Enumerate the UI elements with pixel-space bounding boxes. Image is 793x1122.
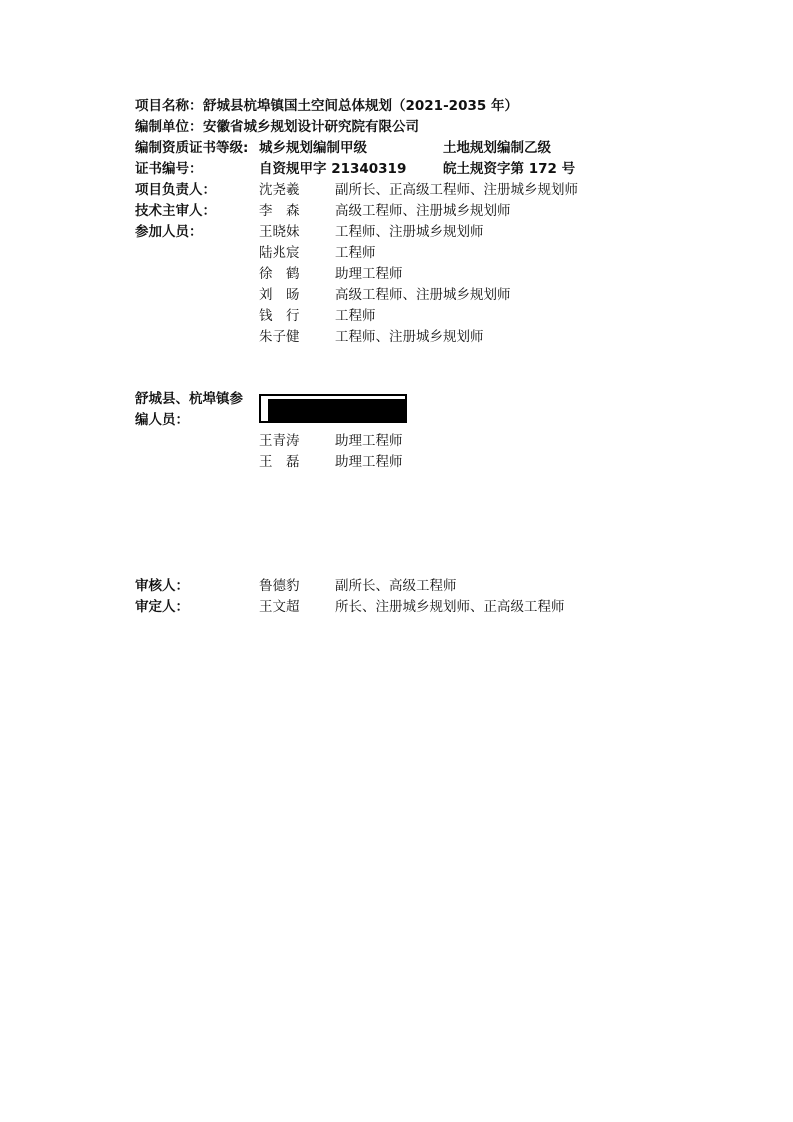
approver-label: 审定人： bbox=[135, 599, 189, 615]
certificate-number-2: 皖土规资字第 172 号 bbox=[443, 161, 576, 177]
participant-name: 刘 旸 bbox=[259, 287, 300, 303]
certificate-number-1: 自资规甲字 21340319 bbox=[259, 161, 407, 177]
participant-title: 高级工程师、注册城乡规划师 bbox=[335, 287, 511, 303]
local-participants-label-line1: 舒城县、杭埠镇参 bbox=[135, 391, 243, 407]
participant-title: 工程师 bbox=[335, 245, 376, 261]
participant-title: 工程师、注册城乡规划师 bbox=[335, 329, 484, 345]
local-participants-label-line2: 编人员： bbox=[135, 412, 189, 428]
reviewer-label: 审核人： bbox=[135, 578, 189, 594]
local-participant-title: 助理工程师 bbox=[335, 454, 403, 470]
technical-reviewer-label: 技术主审人： bbox=[135, 203, 216, 219]
project-leader-title: 副所长、正高级工程师、注册城乡规划师 bbox=[335, 182, 578, 198]
participants-label: 参加人员： bbox=[135, 224, 203, 240]
compiling-unit-label: 编制单位： bbox=[135, 119, 203, 135]
local-participant-name: 王 磊 bbox=[259, 454, 300, 470]
qualification-value-urban: 城乡规划编制甲级 bbox=[259, 140, 367, 156]
local-participant-name: 王青涛 bbox=[259, 433, 300, 449]
reviewer-title: 副所长、高级工程师 bbox=[335, 578, 457, 594]
project-leader-name: 沈尧羲 bbox=[259, 182, 300, 198]
compiling-unit-value: 安徽省城乡规划设计研究院有限公司 bbox=[203, 119, 419, 135]
participant-name: 朱子健 bbox=[259, 329, 300, 345]
participant-title: 工程师、注册城乡规划师 bbox=[335, 224, 484, 240]
approver-title: 所长、注册城乡规划师、正高级工程师 bbox=[335, 599, 565, 615]
participant-name: 钱 行 bbox=[259, 308, 300, 324]
technical-reviewer-name: 李 森 bbox=[259, 203, 300, 219]
participant-name: 徐 鹤 bbox=[259, 266, 300, 282]
project-name-label: 项目名称： bbox=[135, 98, 203, 114]
redaction-fill bbox=[268, 399, 405, 421]
approver-name: 王文超 bbox=[259, 599, 300, 615]
participant-title: 助理工程师 bbox=[335, 266, 403, 282]
qualification-value-land: 土地规划编制乙级 bbox=[443, 140, 551, 156]
participant-name: 陆兆宸 bbox=[259, 245, 300, 261]
participant-name: 王晓妹 bbox=[259, 224, 300, 240]
participant-title: 工程师 bbox=[335, 308, 376, 324]
reviewer-name: 鲁德豹 bbox=[259, 578, 300, 594]
local-participant-title: 助理工程师 bbox=[335, 433, 403, 449]
project-leader-label: 项目负责人： bbox=[135, 182, 216, 198]
project-name-value: 舒城县杭埠镇国土空间总体规划（2021-2035 年） bbox=[203, 98, 518, 114]
qualification-label: 编制资质证书等级: bbox=[135, 140, 249, 156]
certificate-label: 证书编号： bbox=[135, 161, 203, 177]
technical-reviewer-title: 高级工程师、注册城乡规划师 bbox=[335, 203, 511, 219]
redacted-signature-block bbox=[259, 394, 407, 423]
